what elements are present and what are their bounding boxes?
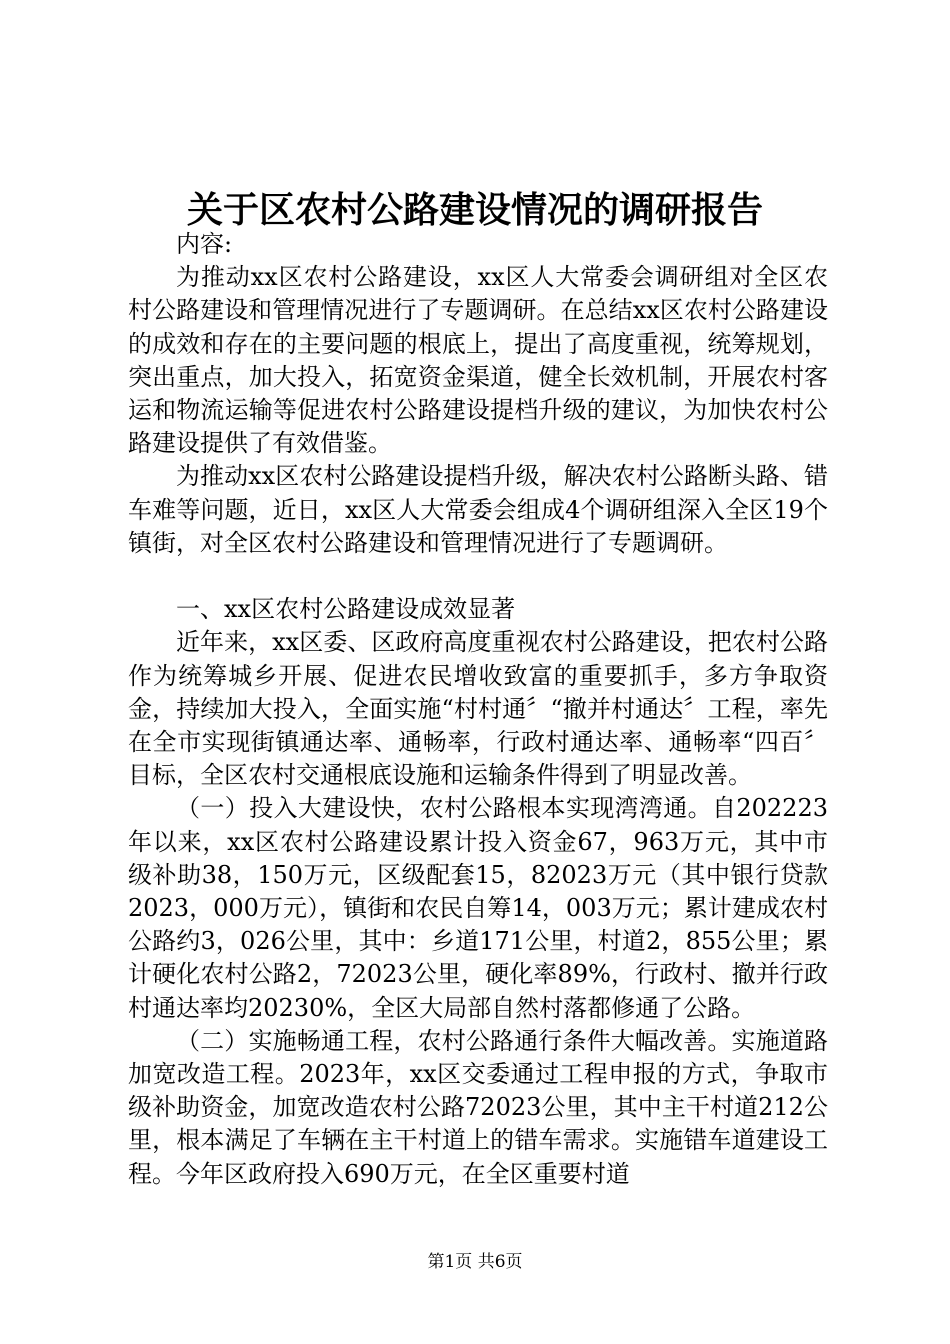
section-paragraph: 近年来，xx区委、区政府高度重视农村公路建设，把农村公路作为统筹城乡开展、促进农民增收致富的重要抓手，多方争取资金，持续加大投入，全面实施“村村通〞“撤并村通达〞工程，率先在全市实现街镇通达率、通畅率，行政村通达率、通畅率“四百〞目标，全区农村交通根底设施和运输条件得到了明显改善。 [128, 628, 828, 790]
blank-line [128, 560, 828, 593]
section-heading: 一、xx区农村公路建设成效显著 [176, 595, 516, 624]
intro-paragraph: 为推动xx区农村公路建设提档升级，解决农村公路断头路、错车难等问题，近日，xx区人大常委会组成4个调研组深入全区19个镇街，对全区农村公路建设和管理情况进行了专题调研。 [128, 462, 828, 557]
document-title: 关于区农村公路建设情况的调研报告 [186, 189, 763, 231]
content-label: 内容: [176, 230, 233, 258]
section-paragraph: （二）实施畅通工程，农村公路通行条件大幅改善。实施道路加宽改造工程。2023年，xx区交委通过工程申报的方式，争取市级补助资金，加宽改造农村公路72023公里，其中主干村道212公里，根本满足了车辆在主干村道上的错车需求。实施错车道建设工程。今年区政府投入690万元，在全区重要村道 [128, 1026, 828, 1188]
page-indicator: 第1页 共6页 [427, 1252, 523, 1272]
document-body [128, 228, 828, 1191]
summary-paragraph: 为推动xx区农村公路建设，xx区人大常委会调研组对全区农村公路建设和管理情况进行了专题调研。在总结xx区农村公路建设的成效和存在的主要问题的根底上，提出了高度重视，统筹规划，突出重点，加大投入，拓宽资金渠道，健全长效机制，开展农村客运和物流运输等促进农村公路建设提档升级的建议，为加快农村公路建设提供了有效借鉴。 [128, 263, 828, 458]
section-paragraph: （一）投入大建设快，农村公路根本实现湾湾通。自202223年以来，xx区农村公路建设累计投入资金67，963万元，其中市级补助38，150万元，区级配套15，82023万元（其中银行贷款2023，000万元），镇街和农民自筹14，003万元；累计建成农村公路约3，026公里，其中：乡道171公里，村道2，855公里；累计硬化农村公路2，72023公里，硬化率89%，行政村、撤并行政村通达率均20230%，全区大局部自然村落都修通了公路。 [128, 794, 828, 1022]
